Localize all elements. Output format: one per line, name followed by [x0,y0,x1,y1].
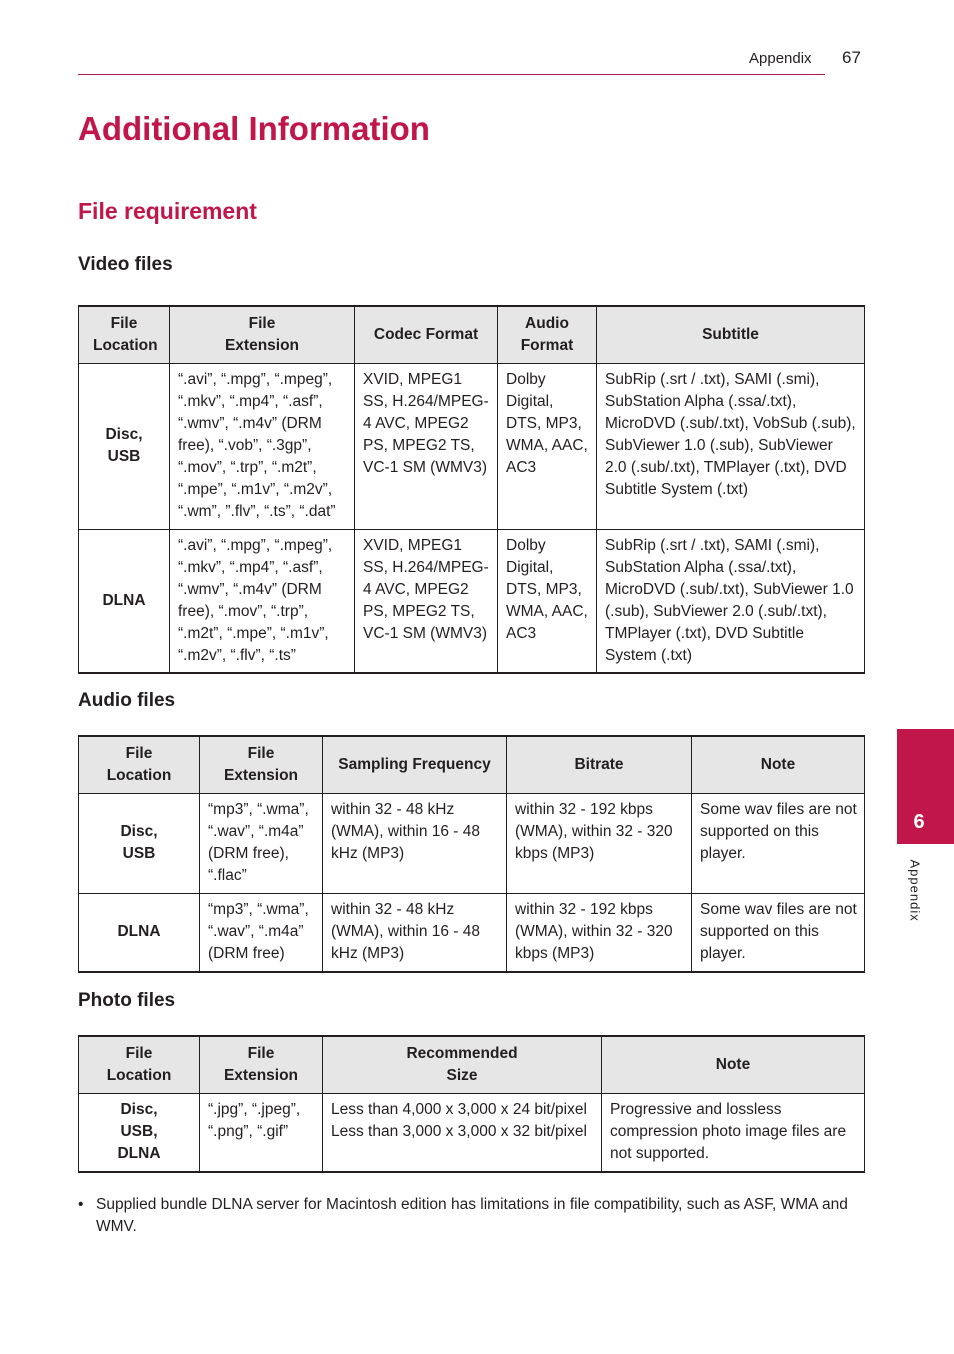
table-header-row [79,736,865,793]
codec-format-cell: XVID, MPEG1 SS, H.264/MPEG-4 AVC, MPEG2 PS, MPEG2 TS, VC-1 SM (WMV3) [355,529,498,673]
note-cell: Progressive and lossless compression photo image files are not supported. [602,1093,865,1172]
column-header: File Extension [200,736,323,793]
file-extension-cell: “.avi”, “.mpg”, “.mpeg”, “.mkv”, “.mp4”, “.asf”, “.wmv”, “.m4v” (DRM free), “.vob”, “.3gp”, “.mov”, “.trp”, “.m2t”, “.mpe”, “.m1v”, “.m2v”, “.wm”, ”.flv”, “.ts”, “.dat” [170,363,355,529]
file-location-cell: Disc, USB [79,793,200,893]
column-header: Recommended Size [323,1036,602,1093]
file-extension-cell: “mp3”, “.wma”, “.wav”, “.m4a” (DRM free), “.flac” [200,793,323,893]
bitrate-cell: within 32 - 192 kbps (WMA), within 32 - 320 kbps (MP3) [507,793,692,893]
table-header-row [79,306,865,363]
recommended-size-cell [323,1093,602,1172]
section-title: File requirement [78,198,257,224]
bullet-note-text: Supplied bundle DLNA server for Macintosh edition has limitations in file compatibility, such as ASF, WMA and WMV. [96,1196,848,1235]
bullet-icon: • [78,1196,84,1213]
photo-files-heading: Photo files [78,990,176,1011]
column-header: Sampling Frequency [323,736,507,793]
chapter-number: 6 [913,811,925,833]
column-header: File Extension [170,306,355,363]
note-cell: Some wav files are not supported on this player. [692,793,865,893]
column-header: File Location [79,736,200,793]
column-header: File Location [79,1036,200,1093]
bitrate-cell: within 32 - 192 kbps (WMA), within 32 - 320 kbps (MP3) [507,893,692,972]
video-files-heading: Video files [78,254,173,275]
file-extension-cell: “.avi”, “.mpg”, “.mpeg”, “.mkv”, “.mp4”, “.asf”, “.wmv”, “.m4v” (DRM free), “.mov”, “.trp”, “.m2t”, “.mpe”, “.m1v”, “.m2v”, “.flv”, “.ts” [170,529,355,673]
column-header: Bitrate [507,736,692,793]
note-cell: Some wav files are not supported on this player. [692,893,865,972]
header-rule [78,74,825,75]
column-header: Subtitle [597,306,865,363]
file-location-cell: DLNA [79,893,200,972]
file-extension-cell: “mp3”, “.wma”, “.wav”, “.m4a” (DRM free) [200,893,323,972]
audio-format-cell: Dolby Digital, DTS, MP3, WMA, AAC, AC3 [498,529,597,673]
column-header: Note [692,736,865,793]
table-row [79,363,865,529]
column-header: Audio Format [498,306,597,363]
bullet-note [78,1194,864,1238]
file-location-cell: DLNA [79,529,170,673]
column-header: Note [602,1036,865,1093]
recommended-size-line: Less than 4,000 x 3,000 x 24 bit/pixel [331,1100,587,1118]
file-location-cell: Disc, USB, DLNA [79,1093,200,1172]
chapter-tab-label: Appendix [907,859,923,922]
audio-files-table [78,735,865,973]
audio-format-cell: Dolby Digital, DTS, MP3, WMA, AAC, AC3 [498,363,597,529]
page-number: 67 [842,48,861,67]
video-files-table [78,305,865,674]
column-header: File Location [79,306,170,363]
subtitle-cell: SubRip (.srt / .txt), SAMI (.smi), SubStation Alpha (.ssa/.txt), MicroDVD (.sub/.txt), SubViewer 1.0 (.sub), SubViewer 2.0 (.sub/.txt), TMPlayer (.txt), DVD Subtitle System (.txt) [597,529,865,673]
file-location-cell: Disc, USB [79,363,170,529]
sampling-frequency-cell: within 32 - 48 kHz (WMA), within 16 - 48 kHz (MP3) [323,793,507,893]
table-row [79,893,865,972]
subtitle-cell: SubRip (.srt / .txt), SAMI (.smi), SubStation Alpha (.ssa/.txt), MicroDVD (.sub/.txt), VobSub (.sub), SubViewer 1.0 (.sub), SubViewer 2.0 (.sub/.txt), TMPlayer (.txt), DVD Subtitle System (.txt) [597,363,865,529]
page-title: Additional Information [78,110,430,147]
table-row [79,529,865,673]
table-header-row [79,1036,865,1093]
running-header-section: Appendix [749,50,812,67]
codec-format-cell: XVID, MPEG1 SS, H.264/MPEG-4 AVC, MPEG2 PS, MPEG2 TS, VC-1 SM (WMV3) [355,363,498,529]
table-row [79,1093,865,1172]
sampling-frequency-cell: within 32 - 48 kHz (WMA), within 16 - 48 kHz (MP3) [323,893,507,972]
audio-files-heading: Audio files [78,690,176,711]
column-header: File Extension [200,1036,323,1093]
table-row [79,793,865,893]
recommended-size-line: Less than 3,000 x 3,000 x 32 bit/pixel [331,1122,587,1140]
column-header: Codec Format [355,306,498,363]
file-extension-cell: “.jpg”, “.jpeg”, “.png”, “.gif” [200,1093,323,1172]
photo-files-table [78,1035,865,1173]
